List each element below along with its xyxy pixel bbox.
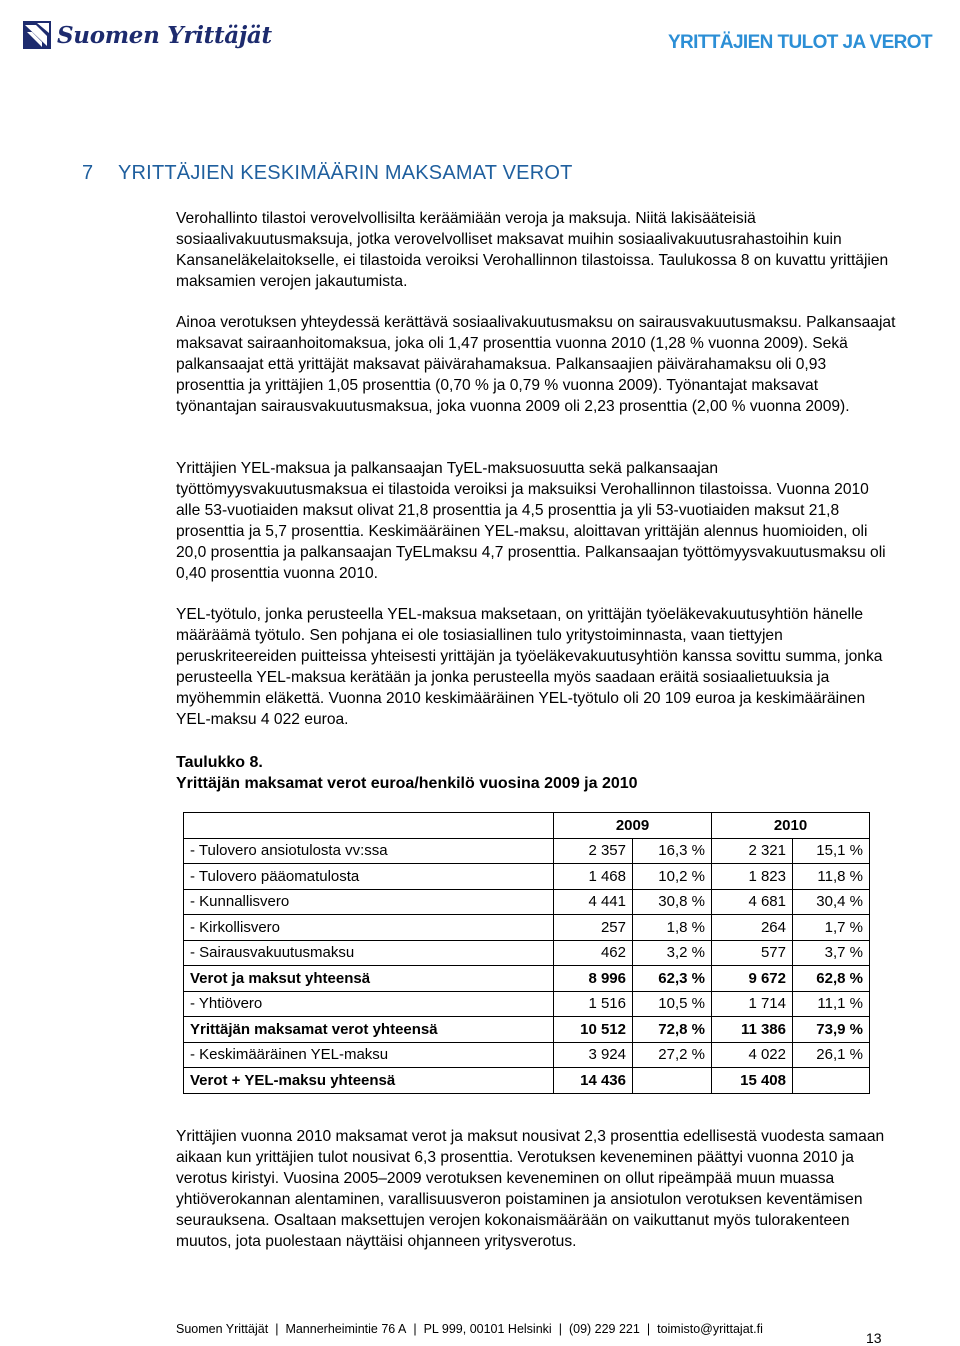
table-header-year: 2009 xyxy=(554,813,712,839)
table-row xyxy=(184,889,870,915)
table-caption xyxy=(176,752,638,794)
row-label: - Kunnallisvero xyxy=(184,889,554,915)
share-2010: 15,1 % xyxy=(793,838,870,864)
section-title: YRITTÄJIEN KESKIMÄÄRIN MAKSAMAT VEROT xyxy=(118,162,573,184)
share-2010: 73,9 % xyxy=(793,1017,870,1043)
table-row xyxy=(184,991,870,1017)
table-header-row xyxy=(184,813,870,839)
header-title: YRITTÄJIEN TULOT JA VEROT xyxy=(667,32,932,53)
share-2009: 3,2 % xyxy=(633,940,712,966)
share-2009: 1,8 % xyxy=(633,915,712,941)
footer-separator: | xyxy=(275,1322,279,1336)
share-2009: 10,5 % xyxy=(633,991,712,1017)
row-label: - Yhtiövero xyxy=(184,991,554,1017)
value-2009: 4 441 xyxy=(554,889,633,915)
logo-text: Suomen Yrittäjät xyxy=(57,21,272,49)
row-label: Yrittäjän maksamat verot yhteensä xyxy=(184,1017,554,1043)
value-2010: 11 386 xyxy=(712,1017,793,1043)
value-2009: 8 996 xyxy=(554,966,633,992)
value-2009: 10 512 xyxy=(554,1017,633,1043)
value-2010: 4 022 xyxy=(712,1042,793,1068)
share-2010: 11,8 % xyxy=(793,864,870,890)
value-2010: 577 xyxy=(712,940,793,966)
page-header xyxy=(0,0,960,72)
table-header-year: 2010 xyxy=(712,813,870,839)
share-2009: 27,2 % xyxy=(633,1042,712,1068)
section-heading xyxy=(82,162,573,185)
value-2009: 3 924 xyxy=(554,1042,633,1068)
tax-table xyxy=(183,812,870,1094)
footer-separator: | xyxy=(413,1322,417,1336)
share-2010: 26,1 % xyxy=(793,1042,870,1068)
footer-phone: (09) 229 221 xyxy=(568,1322,640,1336)
paragraph: YEL-työtulo, jonka perusteella YEL-maksua maksetaan, on yrittäjän työeläkevakuutusyhtiön hänelle määräämä työtulo. Sen pohjana ei ole tosiasiallinen tulo yritystoiminnasta, vaan tiettyjen peruskriteereiden puitteissa yhteisesti yrittäjän ja työeläkevakuutusyhtiön kanssa sovittu summa, jonka perusteella YEL-maksua kerätään ja jonka perusteella myös saadaan eräitä sosiaalietuuksia ja myöhemmin eläkettä. Vuonna 2010 keskimääräinen YEL-työtulo oli 20 109 euroa ja keskimääräinen YEL-maksu 4 022 euroa. xyxy=(176,606,883,728)
table-row xyxy=(184,966,870,992)
row-label: Verot ja maksut yhteensä xyxy=(184,966,554,992)
share-2009: 30,8 % xyxy=(633,889,712,915)
table-header-empty xyxy=(184,813,554,839)
table-caption-number: Taulukko 8. xyxy=(176,754,263,771)
share-2010 xyxy=(793,1068,870,1094)
value-2010: 9 672 xyxy=(712,966,793,992)
share-2010: 11,1 % xyxy=(793,991,870,1017)
table-row xyxy=(184,1017,870,1043)
value-2009: 462 xyxy=(554,940,633,966)
value-2009: 14 436 xyxy=(554,1068,633,1094)
page-footer xyxy=(176,1322,763,1336)
value-2009: 1 468 xyxy=(554,864,633,890)
paragraph: Yrittäjien YEL-maksua ja palkansaajan TyEL-maksuosuutta sekä palkansaajan työttömyysvakuutusmaksua ei tilastoida veroiksi ja maksuiksi Verohallinnon tilastoissa. Vuonna 2010 alle 53-vuotiaiden maksut olivat 21,8 prosenttia ja 4,5 prosenttia ja yli 53-vuotiaiden maksut 21,8 prosenttia ja 5,7 prosenttia. Keskimääräinen YEL-maksu, aloittavan yrittäjän alennus huomioiden, oli 20,0 prosenttia ja palkansaajan TyELmaksu 4,7 prosenttia. Palkansaajan työttömyysvakuutusmaksu oli 0,40 prosenttia vuonna 2010. xyxy=(176,460,886,582)
paragraph: Ainoa verotuksen yhteydessä kerättävä sosiaalivakuutusmaksu on sairausvakuutusmaksu. Palkansaajat maksavat sairaanhoitomaksua, joka oli 1,47 prosenttia vuonna 2010 (1,28 % vuonna 2009). Sekä palkansaajat että yrittäjät maksavat päivärahamaksua. Palkansaajien päivärahamaksu oli 0,93 prosenttia ja yrittäjien 1,05 prosenttia (0,70 % ja 0,79 % vuonna 2009). Työnantajat maksavat työnantajan sairausvakuutusmaksua, joka vuonna 2009 oli 2,23 prosenttia (2,00 % vuonna 2009). xyxy=(176,314,896,415)
value-2010: 15 408 xyxy=(712,1068,793,1094)
table-row xyxy=(184,864,870,890)
value-2010: 264 xyxy=(712,915,793,941)
row-label: - Keskimääräinen YEL-maksu xyxy=(184,1042,554,1068)
paragraph: Yrittäjien vuonna 2010 maksamat verot ja maksut nousivat 2,3 prosenttia edellisestä vuodesta samaan aikaan kun yrittäjien tulot nousivat 6,3 prosenttia. Verotuksen keveneminen päättyi vuonna 2010 ja verotus kiristyi. Vuosina 2005–2009 verotuksen keveneminen on ollut ripeämpää muun muassa yhtiöverokannan alentaminen, varallisuusveron poistaminen ja ansiotulon verotuksen keventämisen seurauksena. Osaltaan maksettujen verojen kokonaismäärään on vaikuttanut myös tulorakenteen muutos, jota puolestaan näyttäisi ohjanneen yritysverotus. xyxy=(176,1128,885,1250)
footer-separator: | xyxy=(558,1322,562,1336)
share-2010: 30,4 % xyxy=(793,889,870,915)
section-number: 7 xyxy=(82,162,94,184)
value-2009: 257 xyxy=(554,915,633,941)
suomen-yrittajat-logo-icon xyxy=(22,20,52,50)
row-label: Verot + YEL-maksu yhteensä xyxy=(184,1068,554,1094)
footer-email: toimisto@yrittajat.fi xyxy=(657,1322,763,1336)
footer-po-box: PL 999, 00101 Helsinki xyxy=(423,1322,552,1336)
row-label: - Kirkollisvero xyxy=(184,915,554,941)
share-2009 xyxy=(633,1068,712,1094)
footer-separator: | xyxy=(646,1322,651,1336)
share-2009: 62,3 % xyxy=(633,966,712,992)
value-2010: 1 823 xyxy=(712,864,793,890)
footer-address: Mannerheimintie 76 A xyxy=(285,1322,407,1336)
share-2010: 62,8 % xyxy=(793,966,870,992)
share-2009: 10,2 % xyxy=(633,864,712,890)
share-2010: 1,7 % xyxy=(793,915,870,941)
table-row xyxy=(184,915,870,941)
row-label: - Sairausvakuutusmaksu xyxy=(184,940,554,966)
value-2010: 1 714 xyxy=(712,991,793,1017)
share-2010: 3,7 % xyxy=(793,940,870,966)
share-2009: 72,8 % xyxy=(633,1017,712,1043)
value-2010: 4 681 xyxy=(712,889,793,915)
table-caption-title: Yrittäjän maksamat verot euroa/henkilö vuosina 2009 ja 2010 xyxy=(176,775,638,792)
footer-company: Suomen Yrittäjät xyxy=(176,1322,269,1336)
table-row xyxy=(184,1068,870,1094)
value-2009: 2 357 xyxy=(554,838,633,864)
page-number: 13 xyxy=(866,1330,882,1346)
table-row xyxy=(184,940,870,966)
paragraph: Verohallinto tilastoi verovelvollisilta keräämiään veroja ja maksuja. Niitä lakisääteisiä sosiaalivakuutusmaksuja, jotka verovelvolliset maksavat muihin sosiaalivakuutusrahastoihin kuin Kansaneläkelaitokselle, ei tilastoida veroiksi Verohallinnon tilastoissa. Taulukossa 8 on kuvattu yrittäjien maksamien verojen jakautumista. xyxy=(176,210,889,290)
table-row xyxy=(184,1042,870,1068)
value-2009: 1 516 xyxy=(554,991,633,1017)
row-label: - Tulovero pääomatulosta xyxy=(184,864,554,890)
row-label: - Tulovero ansiotulosta vv:ssa xyxy=(184,838,554,864)
value-2010: 2 321 xyxy=(712,838,793,864)
table-row xyxy=(184,838,870,864)
logo xyxy=(22,20,272,50)
share-2009: 16,3 % xyxy=(633,838,712,864)
